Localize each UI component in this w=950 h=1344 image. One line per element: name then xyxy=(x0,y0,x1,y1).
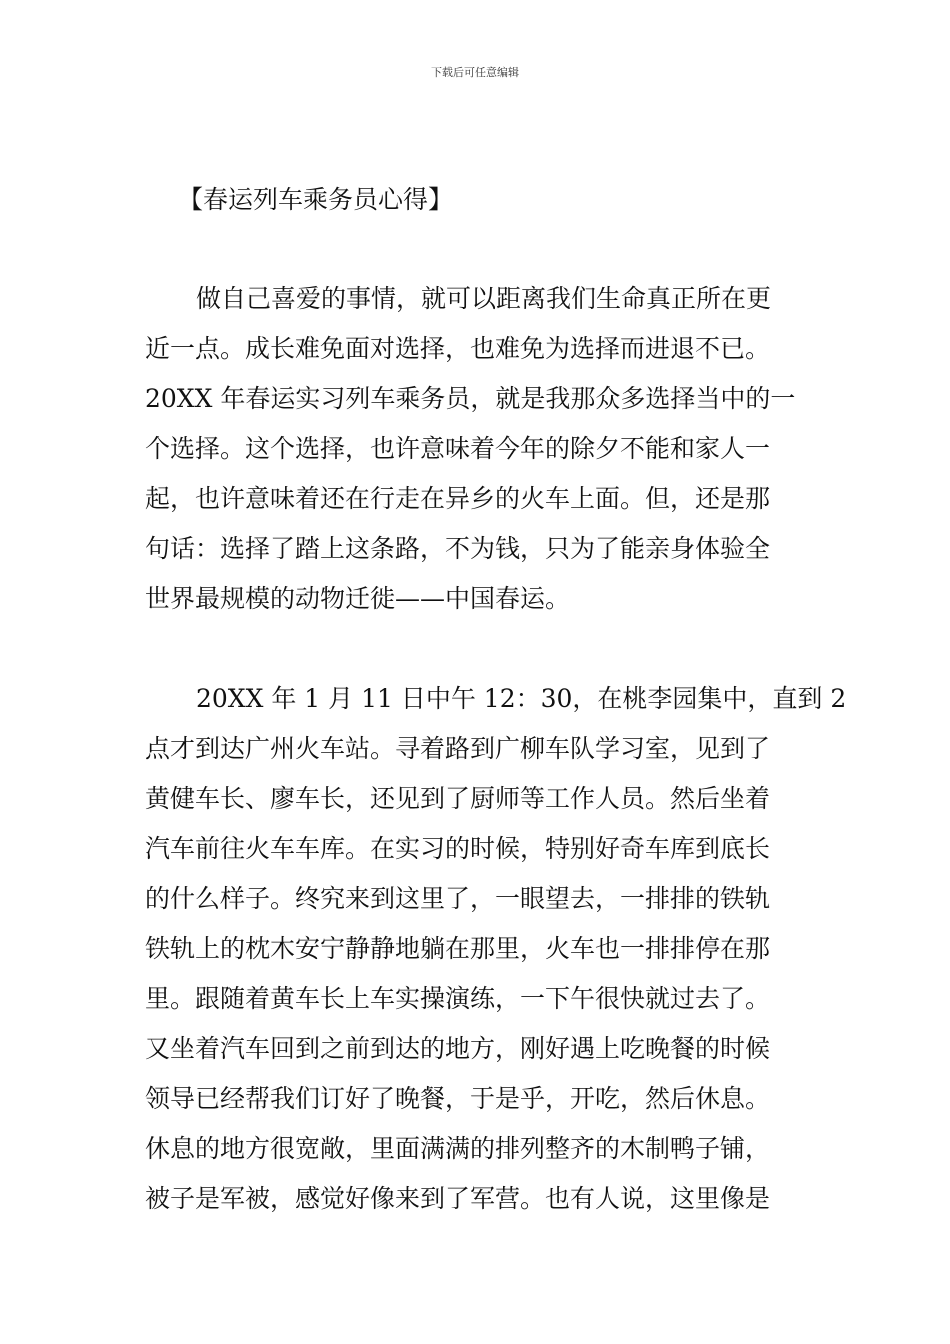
paragraph-line: 铁轨上的枕木安宁静静地躺在那里，火车也一排排停在那 xyxy=(145,934,771,963)
paragraph-line: 20XX 年 1 月 11 日中午 12：30，在桃李园集中，直到 2 xyxy=(196,684,847,713)
paragraph-line: 的什么样子。终究来到这里了，一眼望去，一排排的铁轨 xyxy=(145,884,771,913)
paragraph-line: 点才到达广州火车站。寻着路到广柳车队学习室，见到了 xyxy=(145,734,771,763)
header-note: 下载后可任意编辑 xyxy=(431,66,519,79)
paragraph-line: 个选择。这个选择，也许意味着今年的除夕不能和家人一 xyxy=(145,434,771,463)
paragraph-line: 休息的地方很宽敞，里面满满的排列整齐的木制鸭子铺， xyxy=(145,1134,771,1163)
paragraph-line: 世界最规模的动物迁徙——中国春运。 xyxy=(145,584,571,613)
document-title: 【春运列车乘务员心得】 xyxy=(178,185,454,214)
paragraph-line: 黄健车长、廖车长，还见到了厨师等工作人员。然后坐着 xyxy=(145,784,771,813)
paragraph-line: 句话：选择了踏上这条路，不为钱，只为了能亲身体验全 xyxy=(145,534,771,563)
paragraph-line: 领导已经帮我们订好了晚餐，于是乎，开吃，然后休息。 xyxy=(145,1084,771,1113)
paragraph-line: 汽车前往火车车库。在实习的时候，特别好奇车库到底长 xyxy=(145,834,771,863)
paragraph-line: 被子是军被，感觉好像来到了军营。也有人说，这里像是 xyxy=(145,1184,771,1213)
paragraph-line: 又坐着汽车回到之前到达的地方，刚好遇上吃晚餐的时候 xyxy=(145,1034,771,1063)
paragraph-line: 近一点。成长难免面对选择，也难免为选择而进退不已。 xyxy=(145,334,771,363)
paragraph-line: 20XX 年春运实习列车乘务员，就是我那众多选择当中的一 xyxy=(145,384,796,413)
paragraph-line: 里。跟随着黄车长上车实操演练，一下午很快就过去了。 xyxy=(145,984,771,1013)
paragraph-line: 做自己喜爱的事情，就可以距离我们生命真正所在更 xyxy=(196,284,772,313)
paragraph-line: 起，也许意味着还在行走在异乡的火车上面。但，还是那 xyxy=(145,484,771,513)
